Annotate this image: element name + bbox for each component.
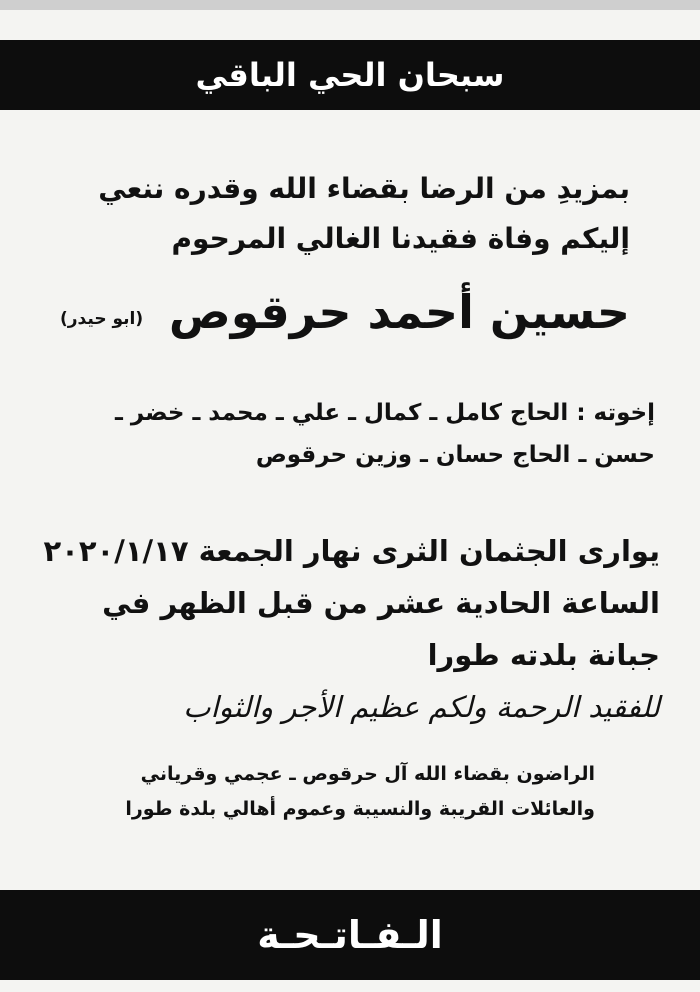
funeral-line-2: الساعة الحادية عشر من قبل الظهر في bbox=[102, 586, 660, 620]
deceased-nickname: (ابو حيدر) bbox=[60, 309, 144, 329]
family-line-2: والعائلات القريبة والنسيبة وعموم أهالي بلدة طورا bbox=[125, 798, 595, 820]
deceased-name: حسين أحمد حرقوص bbox=[168, 285, 630, 339]
header-band bbox=[0, 40, 700, 110]
footer-band bbox=[0, 890, 700, 980]
family-line-1: الراضون بقضاء الله آل حرقوص ـ عجمي وقرياني bbox=[140, 763, 595, 785]
top-divider bbox=[0, 0, 700, 10]
condolence-line: للفقيد الرحمة ولكم عظيم الأجر والثواب bbox=[183, 690, 660, 724]
brothers-line-1: إخوته : الحاج كامل ـ كمال ـ علي ـ محمد ـ خضر ـ bbox=[115, 400, 655, 426]
funeral-line-1: يوارى الجثمان الثرى نهار الجمعة ٢٠٢٠/١/١٧ bbox=[43, 534, 660, 568]
brothers-line-2: حسن ـ الحاج حسان ـ وزين حرقوص bbox=[255, 442, 655, 468]
header-title: سبحان الحي الباقي bbox=[195, 56, 505, 94]
footer-text: الـفـاتـحـة bbox=[257, 913, 443, 957]
intro-line-2: إليكم وفاة فقيدنا الغالي المرحوم bbox=[171, 222, 630, 255]
intro-line-1: بمزيدِ من الرضا بقضاء الله وقدره ننعي bbox=[98, 172, 630, 205]
deceased-name-row bbox=[60, 285, 630, 345]
funeral-line-3: جبانة بلدته طورا bbox=[427, 638, 660, 672]
